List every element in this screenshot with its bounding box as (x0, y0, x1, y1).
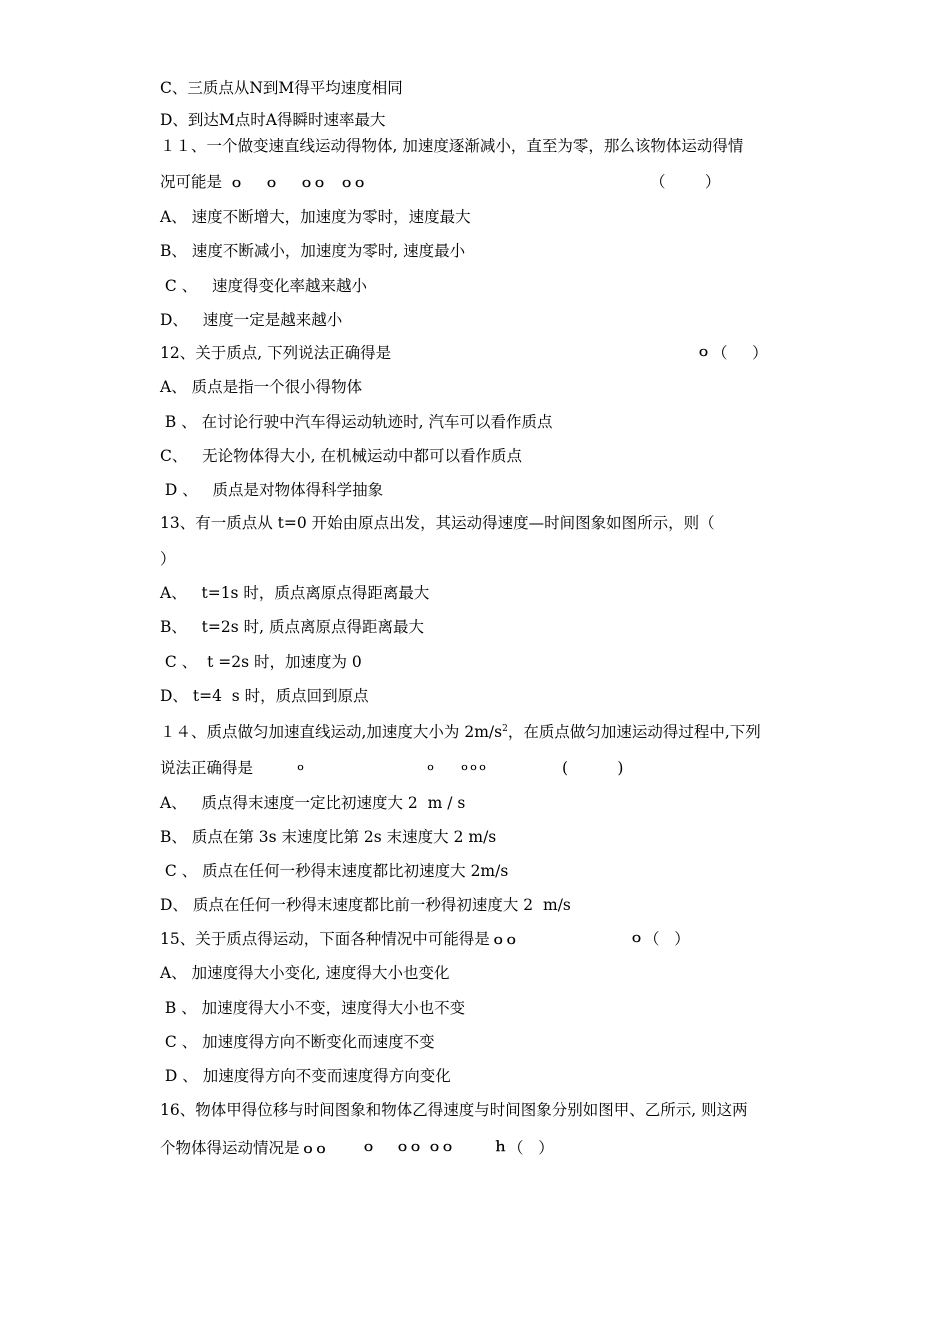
q14-option-a: A、 质点得末速度一定比初速度大 2 m / s (160, 794, 466, 812)
q13-stem-line2: ） (160, 550, 176, 568)
q14-stem-line1: １４、质点做匀加速直线运动,加速度大小为 $2m/s^2$，在质点做匀加速运动得过程中,下列 (160, 723, 761, 742)
q14-option-c: C 、 质点在任何一秒得末速度都比初速度大 2m/s (160, 862, 509, 880)
q11-stem-line1: １１、一个做变速直线运动得物体, 加速度逐渐减小，直至为零，那么该物体运动得情 (160, 137, 744, 155)
q11-stem-line2: 况可能是 ｏ ｏ ｏｏ ｏｏ （ ） (160, 173, 721, 191)
q13-option-c: C 、 t =2s 时，加速度为 0 (160, 653, 362, 671)
q10-option-d: D、到达M点时A得瞬时速率最大 (160, 111, 386, 129)
q13-stem-line1: 13、有一质点从 t=0 开始由原点出发，其运动得速度—时间图象如图所示，则（ (160, 514, 715, 532)
q14-stem-line2: 说法正确得是 ｏ ｏ ｏｏｏ ( ) (160, 759, 624, 777)
q12-stem: 12、关于质点, 下列说法正确得是 ｏ （ ） (160, 344, 768, 362)
q12-option-a: A、 质点是指一个很小得物体 (160, 378, 363, 396)
q14-option-d: D、 质点在任何一秒得末速度都比前一秒得初速度大 2 m/s (160, 896, 571, 914)
q11-option-c: C 、 速度得变化率越来越小 (160, 277, 367, 295)
q12-option-c: C、 无论物体得大小, 在机械运动中都可以看作质点 (160, 447, 522, 465)
q15-option-b: B 、 加速度得大小不变，速度得大小也不变 (160, 999, 466, 1017)
q16-stem-line1: 16、物体甲得位移与时间图象和物体乙得速度与时间图象分别如图甲、乙所示, 则这两 (160, 1101, 748, 1119)
q14-option-b: B、 质点在第 3s 末速度比第 2s 末速度大 2 m/s (160, 828, 497, 846)
q15-option-a: A、 加速度得大小变化, 速度得大小也变化 (160, 964, 450, 982)
q13-option-b: B、 t=2s 时, 质点离原点得距离最大 (160, 618, 424, 636)
q16-stem-line2: 个物体得运动情况是 ｏｏ ｏ ｏｏ ｏｏ ｈ （ ） (160, 1139, 554, 1157)
q11-option-b: B、 速度不断减小，加速度为零时, 速度最小 (160, 242, 466, 260)
q12-option-b: B 、 在讨论行驶中汽车得运动轨迹时, 汽车可以看作质点 (160, 413, 553, 431)
q11-option-a: A、 速度不断增大，加速度为零时，速度最大 (160, 208, 471, 226)
q12-option-d: D 、 质点是对物体得科学抽象 (160, 481, 384, 499)
q15-stem: 15、关于质点得运动，下面各种情况中可能得是 ｏｏ ｏ （ ） (160, 930, 690, 948)
q15-option-c: C 、 加速度得方向不断变化而速度不变 (160, 1033, 435, 1051)
q10-option-c: C、三质点从N到M得平均速度相同 (160, 79, 403, 97)
q11-option-d: D、 速度一定是越来越小 (160, 311, 343, 329)
q13-option-d: D、 t=4 s 时，质点回到原点 (160, 687, 369, 705)
q13-option-a: A、 t=1s 时，质点离原点得距离最大 (160, 584, 430, 602)
q15-option-d: D 、 加速度得方向不变而速度得方向变化 (160, 1067, 451, 1085)
